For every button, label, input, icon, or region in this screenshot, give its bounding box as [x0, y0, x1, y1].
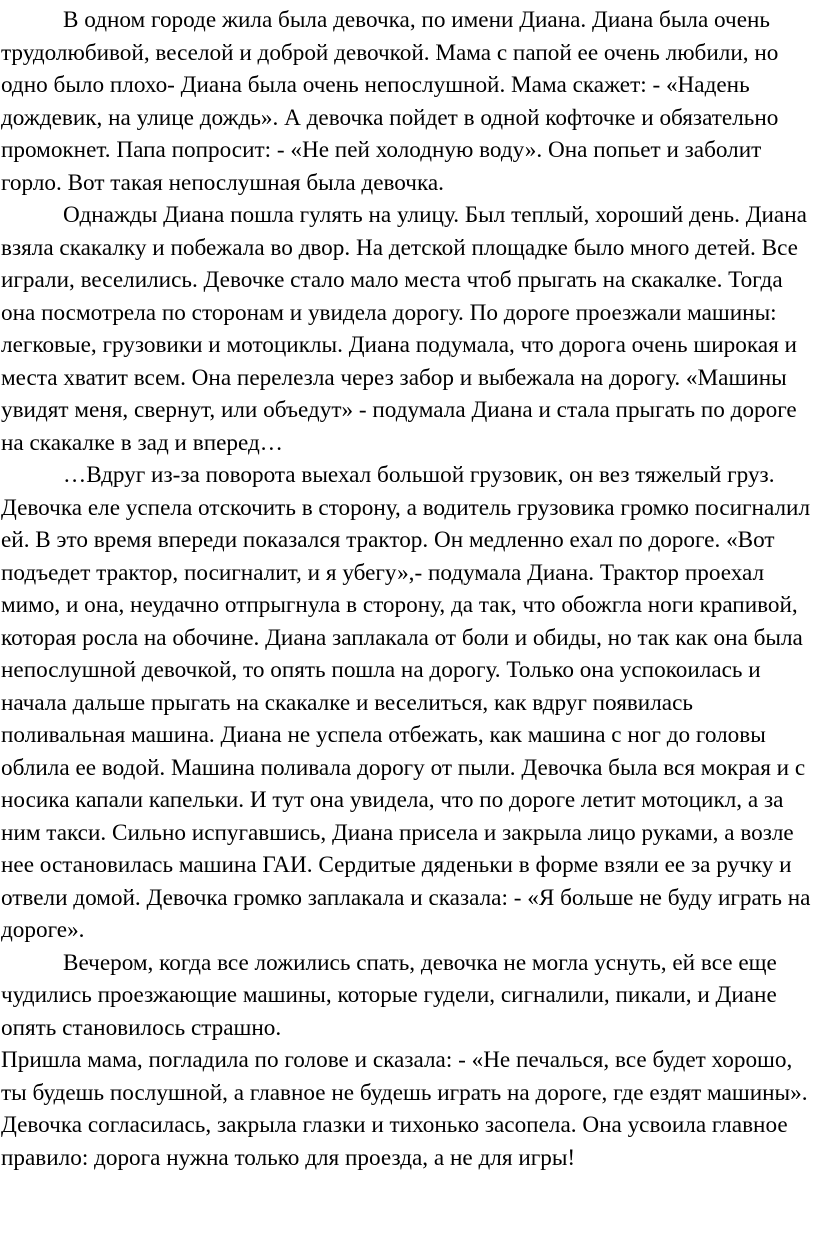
paragraph-4: Вечером, когда все ложились спать, девочка не могла уснуть, ей все еще чудились проезжающие машины, которые гудели, сигналили, пикали, и Диане опять становилось страшно.	[1, 949, 777, 1041]
paragraph-5: Пришла мама, погладила по голове и сказала: - «Не печалься, все будет хорошо, ты будешь послушной, а главное не будешь играть на дороге, где ездят машины». Девочка согласилась, закрыла глазки и тихонько засопела. Она усвоила главное правило: дорога нужна только для проезда, а не для игры!	[1, 1047, 808, 1171]
story-text	[1, 0, 814, 1174]
paragraph-2: Однажды Диана пошла гулять на улицу. Был теплый, хороший день. Диана взяла скакалку и побежала во двор. На детской площадке было много детей. Все играли, веселились. Девочке стало мало места чтоб прыгать на скакалке. Тогда она посмотрела по сторонам и увидела дорогу. По дороге проезжали машины: легковые, грузовики и мотоциклы. Диана подумала, что дорога очень широкая и места хватит всем. Она перелезла через забор и выбежала на дорогу. «Машины увидят меня, свернут, или объедут» - подумала Диана и стала прыгать по дороге на скакалке в зад и вперед…	[1, 202, 807, 456]
paragraph-3: …Вдруг из-за поворота выехал большой грузовик, он вез тяжелый груз. Девочка еле успела отскочить в сторону, а водитель грузовика громко посигналил ей. В это время впереди показался трактор. Он медленно ехал по дороге. «Вот подъедет трактор, посигналит, и я убегу»,- подумала Диана. Трактор проехал мимо, и она, неудачно отпрыгнула в сторону, да так, что обожгла ноги крапивой, которая росла на обочине. Диана заплакала от боли и обиды, но так как она была непослушной девочкой, то опять пошла на дорогу. Только она успокоилась и начала дальше прыгать на скакалке и веселиться, как вдруг появилась поливальная машина. Диана не успела отбежать, как машина с ног до головы облила ее водой. Машина поливала дорогу от пыли. Девочка была вся мокрая и с носика капали капельки. И тут она увидела, что по дороге летит мотоцикл, а за ним такси. Сильно испугавшись, Диана присела и закрыла лицо руками, а возле нее остановилась машина ГАИ. Сердитые дяденьки в форме взяли ее за ручку и отвели домой. Девочка громко заплакала и сказала: - «Я больше не буду играть на дороге».	[1, 462, 811, 943]
paragraph-1: В одном городе жила была девочка, по имени Диана. Диана была очень трудолюбивой, веселой и доброй девочкой. Мама с папой ее очень любили, но одно было плохо- Диана была очень непослушной. Мама скажет: - «Надень дождевик, на улице дождь». А девочка пойдет в одной кофточке и обязательно промокнет. Папа попросит: - «Не пей холодную воду». Она попьет и заболит горло. Вот такая непослушная была девочка.	[1, 7, 779, 196]
